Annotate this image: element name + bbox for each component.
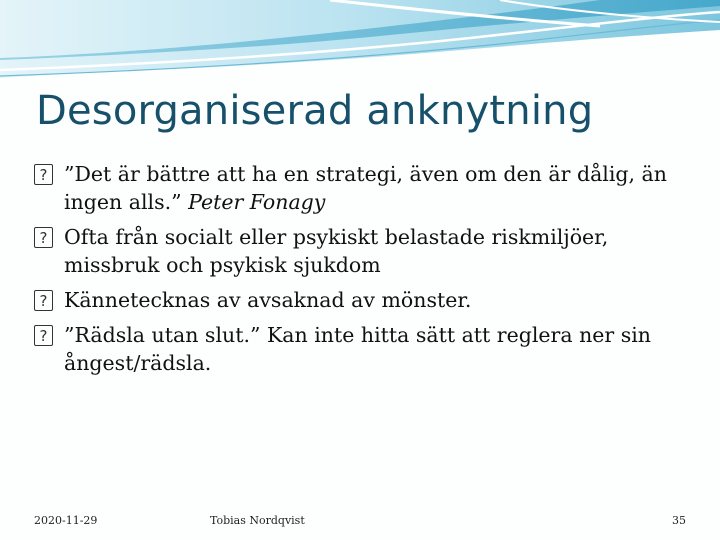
bullet-text: ”Rädsla utan slut.” Kan inte hitta sätt att reglera ner sin ångest/rädsla. xyxy=(64,323,651,375)
bullet-attribution: Peter Fonagy xyxy=(188,190,326,214)
bullet-item xyxy=(34,223,694,279)
bullet-text: Kännetecknas av avsaknad av mönster. xyxy=(64,288,472,312)
bullet-list xyxy=(34,160,694,384)
wave-decoration-icon xyxy=(0,0,720,90)
footer-date: 2020-11-29 xyxy=(34,514,98,527)
bullet-text: Ofta från socialt eller psykiskt belastade riskmiljöer, missbruk och psykisk sjukdom xyxy=(64,225,609,277)
missing-glyph-box-icon: ? xyxy=(34,325,53,346)
missing-glyph-box-icon: ? xyxy=(34,290,53,311)
footer-author: Tobias Nordqvist xyxy=(210,514,305,527)
missing-glyph-box-icon: ? xyxy=(34,227,53,248)
page-number: 35 xyxy=(672,514,686,527)
bullet-text: ”Det är bättre att ha en strategi, även om den är dålig, än ingen alls.” xyxy=(64,162,667,214)
slide-title: Desorganiserad anknytning xyxy=(36,88,594,134)
bullet-item xyxy=(34,160,694,216)
missing-glyph-box-icon: ? xyxy=(34,164,53,185)
bullet-item xyxy=(34,286,694,314)
bullet-item xyxy=(34,321,694,377)
